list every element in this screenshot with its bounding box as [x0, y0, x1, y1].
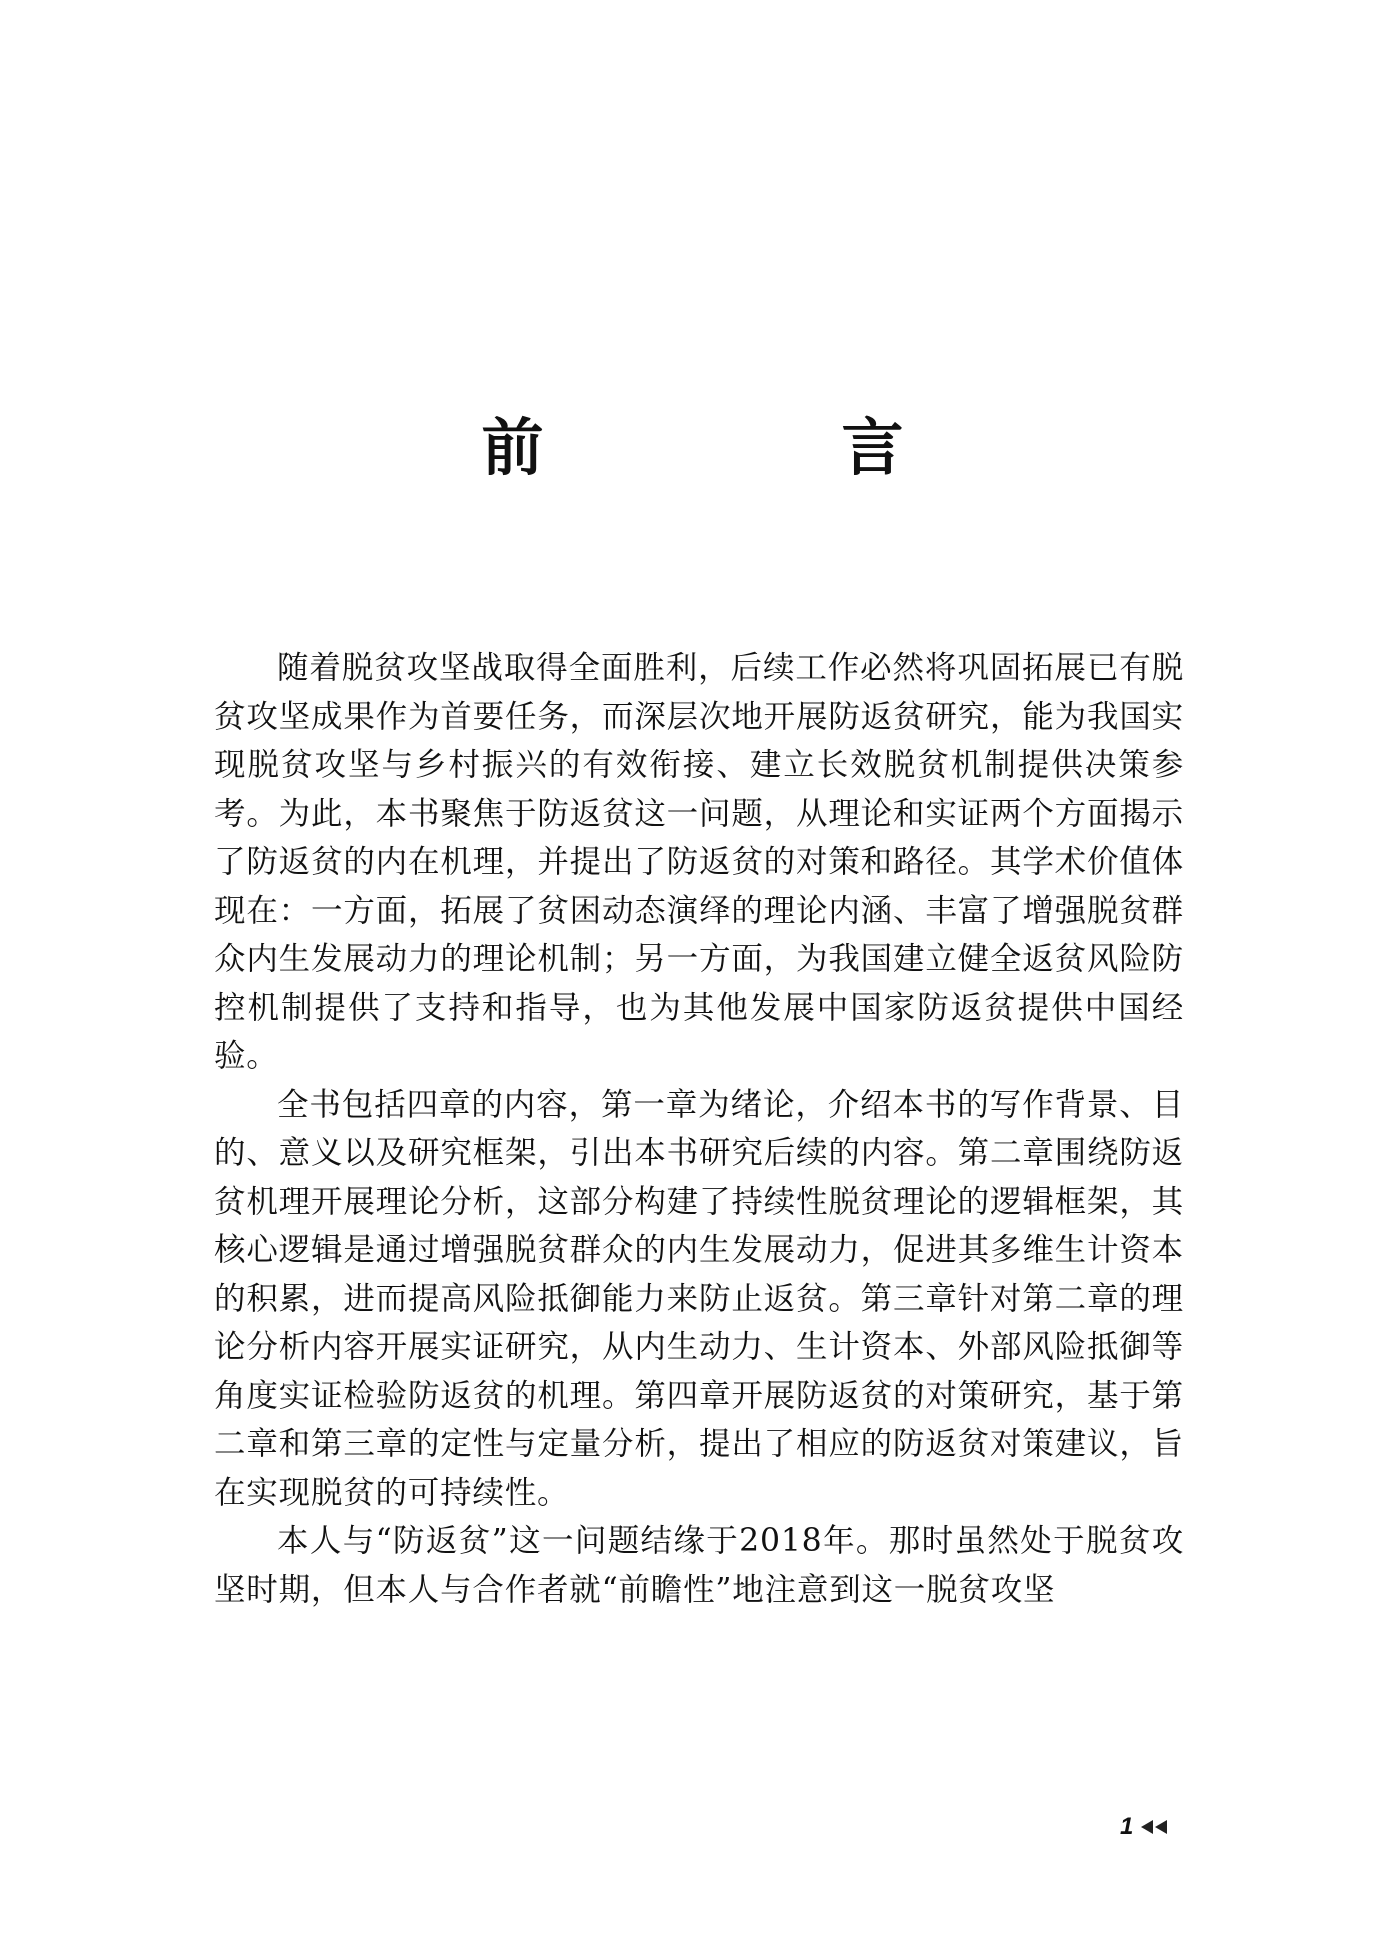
page-footer	[1120, 1812, 1220, 1842]
page-title: 前 言	[481, 411, 1022, 484]
paragraph: 本人与“防返贫”这一问题结缘于2018年。那时虽然处于脱贫攻坚时期，但本人与合作者就“前瞻性”地注意到这一脱贫攻坚	[214, 1523, 1184, 1608]
page-number: 1	[1120, 1813, 1134, 1840]
paragraph: 全书包括四章的内容，第一章为绪论，介绍本书的写作背景、目的、意义以及研究框架，引出本书研究后续的内容。第二章围绕防返贫机理开展理论分析，这部分构建了持续性脱贫理论的逻辑框架，其核心逻辑是通过增强脱贫群众的内生发展动力，促进其多维生计资本的积累，进而提高风险抵御能力来防止返贫。第三章针对第二章的理论分析内容开展实证研究，从内生动力、生计资本、外部风险抵御等角度实证检验防返贫的机理。第四章开展防返贫的对策研究，基于第二章和第三章的定性与定量分析，提出了相应的防返贫对策建议，旨在实现脱贫的可持续性。	[214, 1086, 1184, 1511]
double-left-triangle-icon	[1139, 1820, 1167, 1834]
body-text	[214, 644, 1184, 1614]
paragraph: 随着脱贫攻坚战取得全面胜利，后续工作必然将巩固拓展已有脱贫攻坚成果作为首要任务，而深层次地开展防返贫研究，能为我国实现脱贫攻坚与乡村振兴的有效衔接、建立长效脱贫机制提供决策参考。为此，本书聚焦于防返贫这一问题，从理论和实证两个方面揭示了防返贫的内在机理，并提出了防返贫的对策和路径。其学术价值体现在：一方面，拓展了贫困动态演绎的理论内涵、丰富了增强脱贫群众内生发展动力的理论机制；另一方面，为我国建立健全返贫风险防控机制提供了支持和指导，也为其他发展中国家防返贫提供中国经验。	[214, 650, 1184, 1074]
